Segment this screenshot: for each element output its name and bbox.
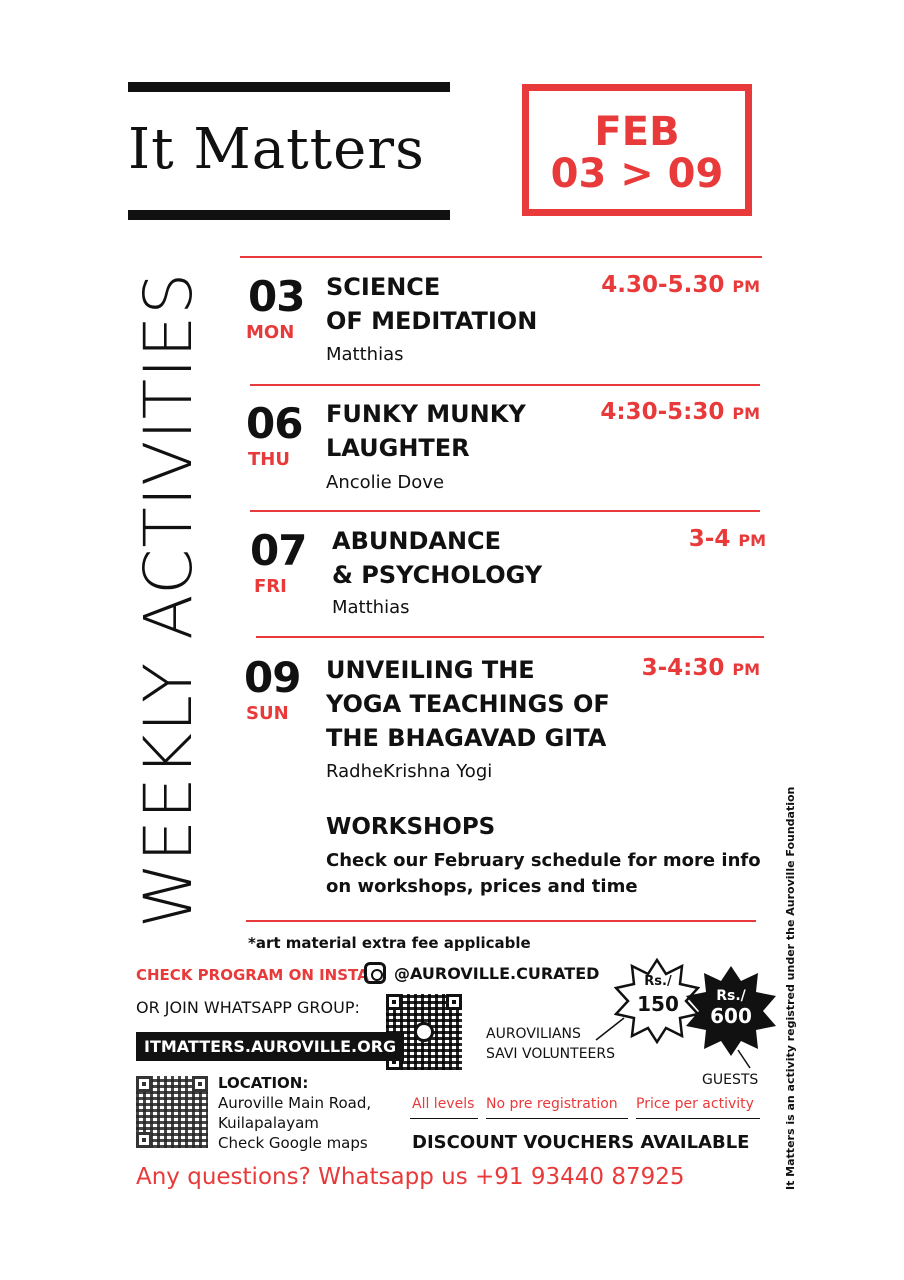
- event-title: ABUNDANCE: [332, 527, 502, 555]
- divider: [240, 256, 762, 258]
- event-title: FUNKY MUNKY: [326, 400, 526, 428]
- event-weekday: FRI: [254, 576, 287, 597]
- event-title: LAUGHTER: [326, 434, 470, 462]
- event-title: YOGA TEACHINGS OF: [326, 690, 610, 718]
- brand-title: It Matters: [128, 117, 425, 182]
- event-time-range: 4:30-5:30: [600, 399, 725, 425]
- event-row: [244, 397, 764, 507]
- price-badge-2-currency: Rs./: [716, 988, 746, 1004]
- event-host: Matthias: [332, 597, 410, 618]
- event-day: 09: [244, 653, 301, 702]
- tag-price-per-activity: Price per activity: [636, 1096, 754, 1112]
- tag-underline: [636, 1118, 760, 1119]
- event-row: [250, 524, 770, 634]
- website-link[interactable]: ITMATTERS.AUROVILLE.ORG: [136, 1032, 404, 1061]
- date-month: FEB: [594, 109, 680, 155]
- event-title: OF MEDITATION: [326, 307, 538, 335]
- divider: [246, 920, 756, 922]
- date-range: 03 > 09: [550, 151, 724, 197]
- price-badge-1-amount: 150: [637, 992, 679, 1016]
- event-row: [244, 270, 764, 380]
- insta-handle[interactable]: @AUROVILLE.CURATED: [394, 964, 600, 983]
- divider: [250, 510, 760, 512]
- event-time-pm: PM: [732, 277, 760, 296]
- event-time-pm: PM: [732, 404, 760, 423]
- bottom-bar: [128, 210, 450, 220]
- event-weekday: THU: [248, 449, 290, 470]
- divider: [250, 384, 760, 386]
- location-line: Kuilapalayam: [218, 1114, 319, 1132]
- footnote: *art material extra fee applicable: [248, 934, 531, 952]
- event-host: Matthias: [326, 344, 404, 365]
- workshops-line: Check our February schedule for more info: [326, 850, 761, 871]
- workshops-title: WORKSHOPS: [326, 814, 496, 840]
- event-weekday: MON: [246, 322, 295, 343]
- pointer-lines: [594, 1016, 754, 1072]
- event-day: 07: [250, 526, 307, 575]
- tag-all-levels: All levels: [412, 1096, 475, 1112]
- side-note: It Matters is an activity registred under the Auroville Foundation: [784, 786, 797, 1190]
- divider: [256, 636, 764, 638]
- event-time-range: 4.30-5.30: [601, 272, 725, 298]
- tag-underline: [410, 1118, 478, 1119]
- insta-label: CHECK PROGRAM ON INSTA: [136, 966, 369, 984]
- event-time: [601, 272, 760, 298]
- price-badge-1-currency: Rs./: [644, 974, 672, 989]
- event-title: UNVEILING THE: [326, 656, 535, 684]
- discount-banner: DISCOUNT VOUCHERS AVAILABLE: [412, 1132, 750, 1153]
- whatsapp-icon: [414, 1022, 434, 1042]
- pricing-group-1: AUROVILIANS: [486, 1026, 581, 1042]
- event-time: [689, 526, 766, 552]
- event-host: Ancolie Dove: [326, 472, 445, 493]
- pricing-group-1: SAVI VOLUNTEERS: [486, 1046, 616, 1062]
- instagram-icon[interactable]: [364, 962, 386, 984]
- event-time: [642, 655, 760, 681]
- event-time-pm: PM: [738, 531, 766, 550]
- event-time-range: 3-4: [688, 526, 731, 552]
- vertical-title: WEEKLY ACTIVITIES: [130, 271, 207, 928]
- location-label: LOCATION:: [218, 1074, 309, 1092]
- tag-no-pre-registration: No pre registration: [486, 1096, 618, 1112]
- event-day: 06: [246, 399, 303, 448]
- event-row: [244, 653, 764, 793]
- top-bar: [128, 82, 450, 92]
- location-qr-code[interactable]: [136, 1076, 208, 1148]
- event-title: SCIENCE: [326, 273, 441, 301]
- location-line: Check Google maps: [218, 1134, 368, 1152]
- contact-line: Any questions? Whatsapp us +91 93440 87925: [136, 1164, 685, 1190]
- event-time-pm: PM: [732, 660, 760, 679]
- workshops-line: on workshops, prices and time: [326, 876, 638, 897]
- whatsapp-group-label: OR JOIN WHATSAPP GROUP:: [136, 998, 360, 1017]
- pricing-group-2: GUESTS: [702, 1072, 759, 1088]
- event-title: THE BHAGAVAD GITA: [326, 724, 607, 752]
- price-badge-2-amount: 600: [710, 1004, 752, 1028]
- event-time-range: 3-4:30: [641, 655, 725, 681]
- location-line: Auroville Main Road,: [218, 1094, 372, 1112]
- tag-underline: [486, 1118, 628, 1119]
- event-title: & PSYCHOLOGY: [332, 561, 543, 589]
- event-weekday: SUN: [246, 703, 289, 724]
- event-host: RadheKrishna Yogi: [326, 761, 493, 782]
- event-day: 03: [248, 272, 305, 321]
- date-range-box: [522, 84, 752, 216]
- event-time: [600, 399, 760, 425]
